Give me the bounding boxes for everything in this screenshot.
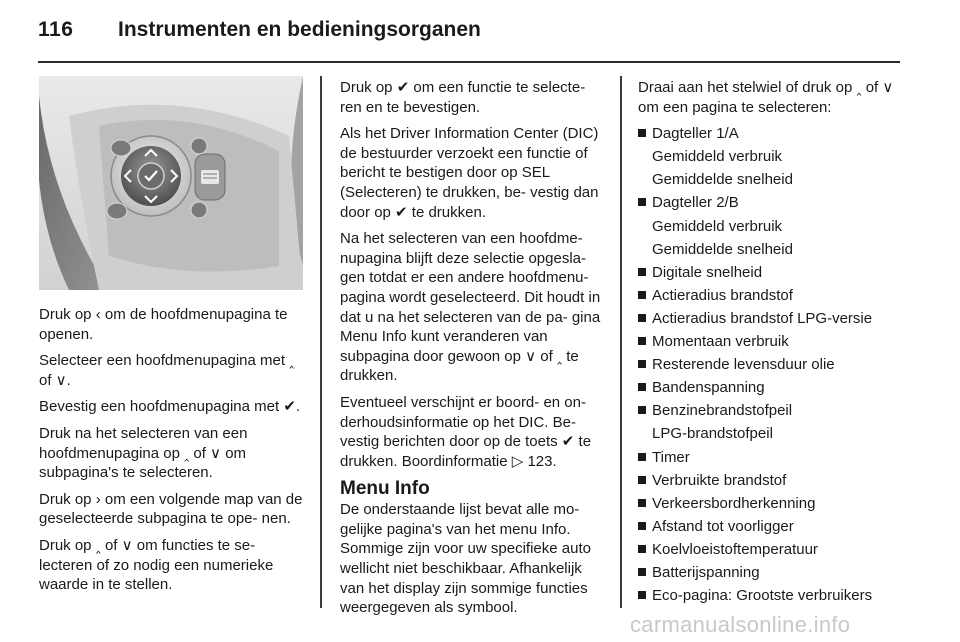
paragraph: Druk na het selecteren van een hoofdmenupagina op ‸ of ∨ om subpagina's te selecteren. [39, 424, 248, 482]
list-item [638, 540, 918, 560]
list-item-sublabel: Gemiddelde snelheid [652, 171, 793, 189]
bullet-icon [638, 337, 646, 345]
list-item [638, 517, 918, 537]
list-item-label: Actieradius brandstof [652, 286, 793, 304]
paragraph: Na het selecteren van een hoofdme- nupagina blijft deze selectie opgesla- gen totdat er een andere hoofdmenu- pagina wordt geselecteerd. Dit houdt in dat u na het selecteren van de pa- gina Menu Info kunt veranderen van subpagina door gewoon op ∨ of ‸ te drukken. [340, 230, 601, 385]
steering-wheel-illustration [39, 76, 303, 290]
watermark: carmanualsonline.info [630, 612, 851, 637]
paragraph: De onderstaande lijst bevat alle mo- gelijke pagina's van het menu Info. Sommige zijn voor uw specifieke auto wellicht niet beschikbaar. Afhankelijk van het display zijn sommige functies weergegeven als symbool. [340, 501, 591, 617]
list-item [638, 193, 918, 259]
list-item-label: Verkeersbordherkenning [652, 494, 816, 512]
list-item-sublabel: Gemiddeld verbruik [652, 148, 783, 166]
page-title: Instrumenten en bedieningsorganen [118, 18, 481, 41]
paragraph: Selecteer een hoofdmenupagina met ‸ of ∨. [39, 352, 295, 389]
bullet-icon [638, 314, 646, 322]
column-1 [39, 305, 307, 602]
list-item-label: Koelvloeistoftemperatuur [652, 540, 818, 558]
list-item [638, 124, 918, 190]
column-2 [340, 78, 606, 625]
header-rule [38, 61, 900, 63]
bullet-icon [638, 383, 646, 391]
list-item-sublabel: Gemiddeld verbruik [652, 217, 783, 235]
list-item-label: Eco-pagina: Grootste verbruikers [652, 587, 873, 605]
menu-info-list [638, 124, 918, 605]
paragraph: Druk op › om een volgende map van de geselecteerde subpagina te ope- nen. [39, 490, 303, 528]
bullet-icon [638, 291, 646, 299]
list-item [638, 286, 918, 306]
column-divider-1 [320, 76, 322, 608]
list-item-label: Verbruikte brandstof [652, 471, 787, 489]
list-item [638, 401, 918, 444]
list-item-label: Batterijspanning [652, 563, 760, 581]
bullet-icon [638, 268, 646, 276]
list-item-label: Actieradius brandstof LPG-versie [652, 309, 873, 327]
bullet-icon [638, 591, 646, 599]
list-item [638, 448, 918, 468]
list-item [638, 355, 918, 375]
list-item-label: Dagteller 1/A [652, 125, 739, 143]
bullet-icon [638, 360, 646, 368]
bullet-icon [638, 476, 646, 484]
column-divider-2 [620, 76, 622, 608]
list-item [638, 494, 918, 514]
list-item [638, 563, 918, 583]
paragraph: Druk op ‹ om de hoofdmenupagina te openen. [39, 306, 288, 343]
bullet-icon [638, 499, 646, 507]
list-item-label: Bandenspanning [652, 379, 765, 397]
page-number: 116 [38, 18, 74, 41]
paragraph: Bevestig een hoofdmenupagina met ✔. [39, 398, 301, 416]
paragraph: Druk op ‸ of ∨ om functies te se- lecteren of zo nodig een numerieke waarde in te stellen. [39, 536, 274, 594]
list-item-label: Momentaan verbruik [652, 333, 789, 351]
paragraph: Druk op ✔ om een functie te selecte- ren en te bevestigen. [340, 79, 586, 116]
list-item [638, 332, 918, 352]
list-item-label: Resterende levensduur olie [652, 356, 835, 374]
paragraph: Eventueel verschijnt er boord- en on- derhoudsinformatie op het DIC. Be- vestig berichten door op de toets ✔ te drukken. Boordinformatie ▷ 123. [340, 393, 592, 470]
list-item-label: Dagteller 2/B [652, 194, 739, 212]
bullet-icon [638, 453, 646, 461]
section-heading: Menu Info [340, 478, 430, 500]
list-item-label: Timer [652, 448, 690, 466]
list-item [638, 471, 918, 491]
bullet-icon [638, 406, 646, 414]
list-item [638, 586, 918, 606]
bullet-icon [638, 568, 646, 576]
list-item [638, 378, 918, 398]
list-item-label: Digitale snelheid [652, 263, 763, 281]
column-3 [638, 78, 918, 609]
page-header [0, 0, 960, 64]
bullet-icon [638, 129, 646, 137]
bullet-icon [638, 545, 646, 553]
list-item-label: Benzinebrandstofpeil [652, 402, 793, 420]
intro-text: Draai aan het stelwiel of druk op ‸ of ∨ om een pagina te selecteren: [638, 79, 894, 116]
list-item [638, 263, 918, 283]
list-item-sublabel: LPG-brandstofpeil [652, 425, 773, 443]
bullet-icon [638, 198, 646, 206]
paragraph: Als het Driver Information Center (DIC) de bestuurder verzoekt een functie of bericht te bestigen door op SEL (Selecteren) te drukken, be- vestig dan door op ✔ te drukken. [340, 125, 599, 221]
list-item-label: Afstand tot voorligger [652, 517, 794, 535]
bullet-icon [638, 522, 646, 530]
list-item [638, 309, 918, 329]
list-item-sublabel: Gemiddelde snelheid [652, 240, 793, 258]
